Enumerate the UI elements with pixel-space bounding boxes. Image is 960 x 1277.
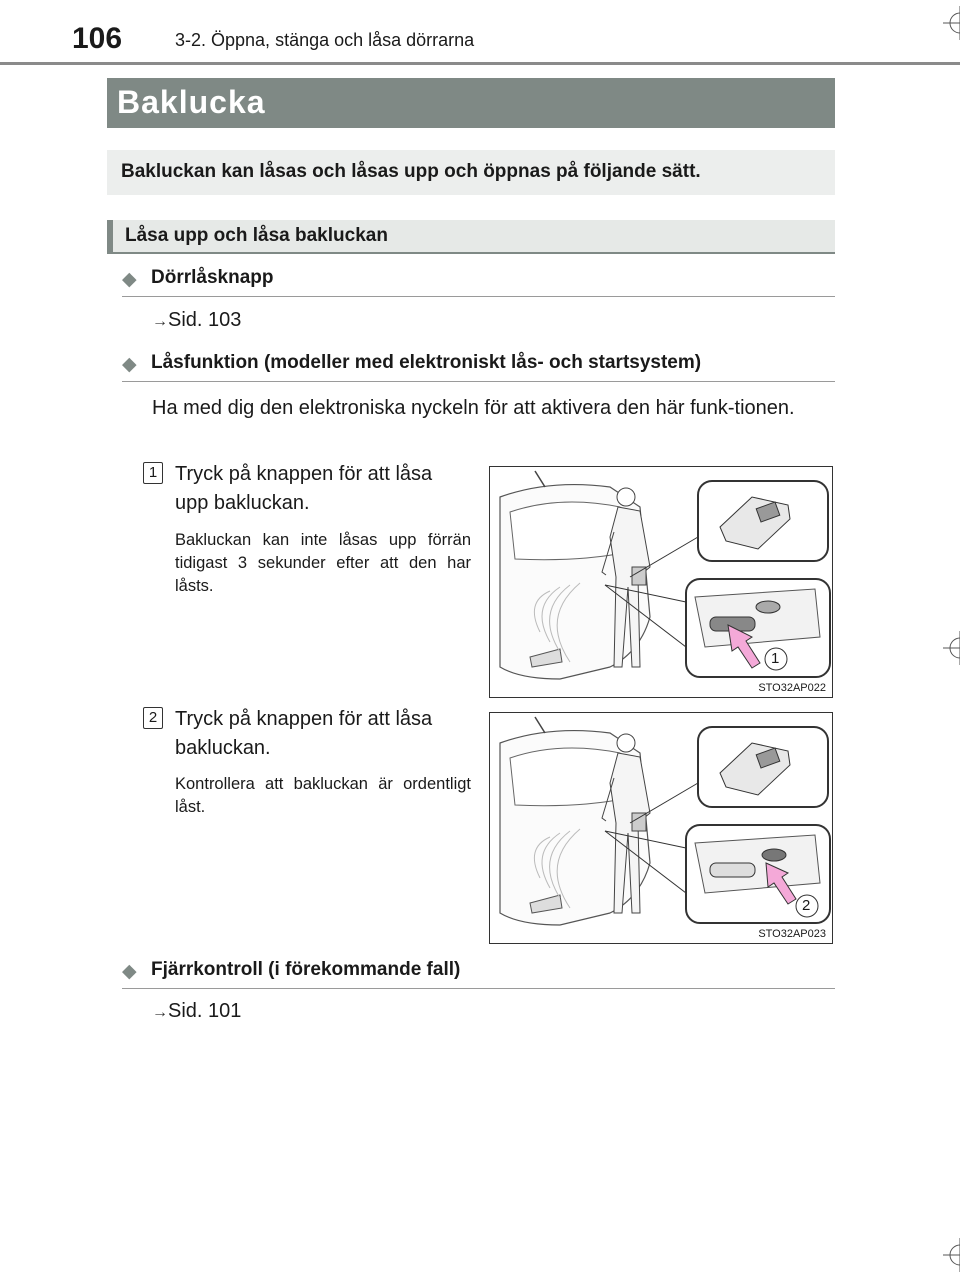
step-text: Tryck på knappen för att låsa upp bakluckan. — [175, 463, 433, 514]
item-heading-text: Låsfunktion (modeller med elektroniskt lås- och startsystem) — [151, 352, 702, 373]
arrow-right-icon: → — [152, 1004, 168, 1021]
illustration-figure — [489, 466, 833, 698]
intro-text: Bakluckan kan låsas och låsas upp och öppnas på följande sätt. — [121, 161, 701, 182]
step-number-badge: 2 — [143, 707, 163, 729]
figure-code: STO32AP023 — [758, 928, 826, 940]
page-reference[interactable] — [152, 309, 241, 332]
subsection-heading-text: Låsa upp och låsa bakluckan — [125, 225, 388, 246]
page-reference-text: Sid. 101 — [168, 1000, 242, 1022]
item-heading — [122, 954, 835, 989]
callout-number: 2 — [802, 897, 811, 914]
page-number: 106 — [72, 22, 123, 55]
running-head: 3-2. Öppna, stänga och låsa dörrarna — [175, 30, 475, 50]
registration-mark-icon — [943, 1238, 960, 1272]
registration-mark-icon — [943, 6, 960, 40]
illustration-figure — [489, 712, 833, 944]
step-text: Tryck på knappen för att låsa bakluckan. — [175, 708, 433, 759]
step-note: Bakluckan kan inte låsas upp förrän tidigast 3 sekunder efter att den har låsts. — [175, 531, 471, 595]
figure-code: STO32AP022 — [758, 682, 826, 694]
subsection-heading — [107, 220, 835, 254]
diamond-bullet-icon: ◆ — [122, 354, 137, 375]
item-heading-text: Fjärrkontroll (i förekommande fall) — [151, 959, 461, 980]
callout-number: 1 — [771, 650, 780, 667]
arrow-right-icon: → — [152, 313, 168, 330]
item-heading — [122, 347, 835, 382]
body-paragraph: Ha med dig den elektroniska nyckeln för att aktivera den här funk-tionen. — [152, 397, 795, 419]
item-heading-text: Dörrlåsknapp — [151, 267, 274, 288]
diamond-bullet-icon: ◆ — [122, 961, 137, 982]
item-heading — [122, 262, 835, 297]
step-note: Kontrollera att bakluckan är ordentligt låst. — [175, 775, 471, 816]
trunk-lock-illustration — [490, 713, 834, 945]
intro-box — [107, 150, 835, 195]
section-title-bar — [107, 78, 835, 128]
diamond-bullet-icon: ◆ — [122, 269, 137, 290]
registration-mark-icon — [943, 631, 960, 665]
trunk-unlock-illustration — [490, 467, 834, 699]
step-number-badge: 1 — [143, 462, 163, 484]
page-reference[interactable] — [152, 1000, 241, 1023]
page-reference-text: Sid. 103 — [168, 309, 242, 331]
page-title: Baklucka — [117, 84, 266, 120]
header-rule — [0, 62, 960, 65]
